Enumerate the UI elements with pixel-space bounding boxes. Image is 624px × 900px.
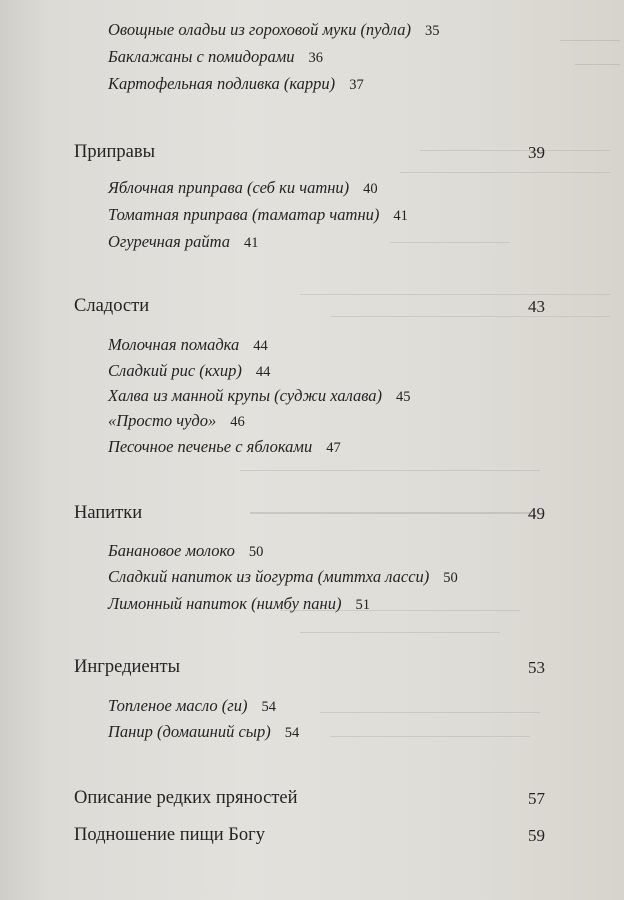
entry-page: 44 (253, 338, 268, 354)
entry-title: «Просто чудо» (108, 411, 217, 430)
toc-section-title[interactable]: Описание редких пряностей (74, 788, 298, 808)
toc-entry[interactable] (108, 722, 299, 742)
entry-title: Томатная приправа (таматар чатни) (108, 205, 380, 224)
entry-page: 37 (349, 77, 364, 93)
toc-entry[interactable] (108, 47, 323, 67)
entry-page: 46 (230, 414, 245, 430)
bleed-through-line (560, 40, 620, 42)
bleed-through-line (390, 242, 510, 244)
entry-title: Банановое молоко (108, 541, 235, 560)
toc-entry[interactable] (108, 541, 263, 561)
toc-entry[interactable] (108, 232, 259, 252)
entry-title: Картофельная подливка (карри) (108, 74, 336, 93)
toc-section-page: 57 (528, 789, 545, 808)
bleed-through-line (240, 470, 540, 472)
entry-page: 51 (355, 597, 370, 613)
entry-title: Топленое масло (ги) (108, 696, 248, 715)
toc-section-page: 49 (528, 504, 545, 523)
entry-page: 40 (363, 181, 378, 197)
entry-title: Халва из манной крупы (суджи халава) (108, 386, 383, 405)
entry-title: Овощные оладьи из гороховой муки (пудла) (108, 20, 411, 39)
bleed-through-line (330, 316, 610, 318)
entry-page: 54 (261, 699, 276, 715)
entry-page: 36 (308, 50, 324, 66)
toc-entry[interactable] (108, 696, 276, 716)
bleed-through-line (400, 172, 610, 174)
entry-title: Панир (домашний сыр) (108, 722, 271, 741)
toc-section-title[interactable]: Ингредиенты (74, 657, 181, 677)
toc-section-page: 59 (528, 826, 545, 845)
entry-page: 54 (284, 725, 300, 741)
entry-title: Песочное печенье с яблоками (108, 437, 313, 456)
toc-entry[interactable] (108, 594, 370, 614)
entry-page: 50 (443, 570, 458, 586)
toc-section-page: 43 (528, 297, 545, 316)
entry-page: 50 (248, 544, 264, 560)
bleed-through-line (330, 736, 530, 738)
bleed-through-line (300, 294, 610, 296)
toc-entry[interactable] (108, 20, 439, 40)
entry-title: Яблочная приправа (себ ки чатни) (108, 178, 350, 197)
toc-entry[interactable] (108, 386, 411, 406)
bleed-through-line (420, 150, 610, 152)
toc-section-title[interactable]: Сладости (74, 296, 150, 316)
entry-title: Сладкий рис (кхир) (108, 361, 242, 380)
entry-title: Баклажаны с помидорами (108, 47, 295, 66)
entry-page: 41 (393, 208, 408, 224)
entry-page: 47 (326, 440, 341, 456)
toc-entry[interactable] (108, 205, 408, 225)
toc-entry[interactable] (108, 411, 245, 431)
toc-entry[interactable] (108, 335, 268, 355)
toc-entry[interactable] (108, 437, 341, 457)
toc-entry[interactable] (108, 361, 270, 381)
toc-entry[interactable] (108, 178, 378, 198)
entry-title: Молочная помадка (108, 335, 240, 354)
toc-section-title[interactable]: Напитки (74, 503, 143, 523)
entry-title: Огуречная райта (108, 232, 231, 251)
entry-title: Сладкий напиток из йогурта (миттха ласси) (108, 567, 430, 586)
entry-title: Лимонный напиток (нимбу пани) (108, 594, 342, 613)
bleed-through-line (320, 712, 540, 714)
toc-entry[interactable] (108, 567, 458, 587)
bleed-through-line (300, 632, 500, 634)
entry-page: 45 (396, 389, 411, 405)
toc-section-page: 53 (528, 658, 545, 677)
toc-section-title[interactable]: Приправы (74, 142, 156, 162)
bleed-through-line (575, 64, 620, 66)
entry-page: 41 (244, 235, 259, 251)
entry-page: 35 (424, 23, 440, 39)
toc-section-page: 39 (528, 143, 545, 162)
toc-entry[interactable] (108, 74, 364, 94)
toc-section-title[interactable]: Подношение пищи Богу (74, 825, 266, 845)
entry-page: 44 (255, 364, 271, 380)
bleed-through-line (250, 512, 530, 516)
